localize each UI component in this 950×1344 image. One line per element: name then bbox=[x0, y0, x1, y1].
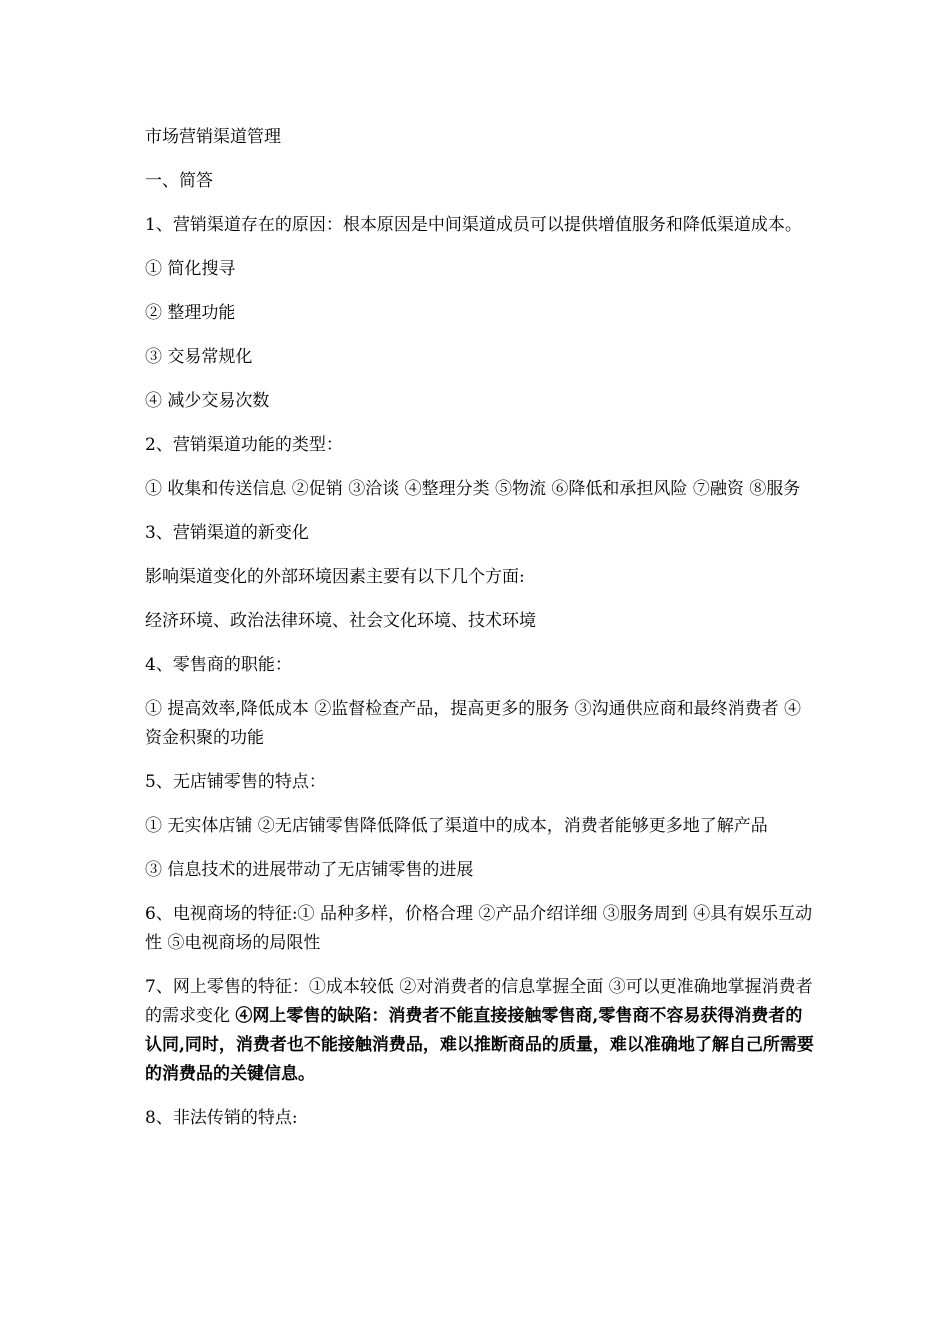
paragraph-7 bbox=[145, 973, 815, 1089]
paragraph-7-normal: 7、网上零售的特征：①成本较低 ②对消费者的信息掌握全面 ③可以更准确地掌握消费者的需求变化 bbox=[145, 977, 813, 1026]
paragraph-5-body-2: ③ 信息技术的进展带动了无店铺零售的进展 bbox=[145, 860, 474, 880]
paragraph-5-body-1: ① 无实体店铺 ②无店铺零售降低降低了渠道中的成本，消费者能够更多地了解产品 bbox=[145, 816, 768, 836]
list-item: ② 整理功能 bbox=[145, 303, 236, 323]
paragraph-4: 4、零售商的职能： bbox=[145, 655, 292, 675]
paragraph-3-body-1: 影响渠道变化的外部环境因素主要有以下几个方面: bbox=[145, 567, 525, 587]
paragraph-5: 5、无店铺零售的特点： bbox=[145, 772, 326, 792]
paragraph-4-body: ① 提高效率,降低成本 ②监督检查产品，提高更多的服务 ③沟通供应商和最终消费者 ④资金积聚的功能 bbox=[145, 699, 802, 748]
list-item: ③ 交易常规化 bbox=[145, 347, 253, 367]
paragraph-3-body-2: 经济环境、政治法律环境、社会文化环境、技术环境 bbox=[145, 611, 536, 631]
list-item: ④ 减少交易次数 bbox=[145, 391, 270, 411]
paragraph-7-bold: ④网上零售的缺陷：消费者不能直接接触零售商,零售商不容易获得消费者的认同,同时，消费者也不能接触消费品，难以推断商品的质量，难以准确地了解自己所需要的消费品的关键信息。 bbox=[145, 1006, 814, 1084]
paragraph-6: 6、电视商场的特征:① 品种多样，价格合理 ②产品介绍详细 ③服务周到 ④具有娱乐互动性 ⑤电视商场的局限性 bbox=[145, 904, 813, 953]
paragraph-8: 8、非法传销的特点: bbox=[145, 1108, 298, 1128]
section-heading: 一、简答 bbox=[145, 171, 213, 191]
paragraph-2: 2、营销渠道功能的类型： bbox=[145, 435, 343, 455]
document-title: 市场营销渠道管理 bbox=[145, 127, 281, 147]
list-item: ① 简化搜寻 bbox=[145, 259, 236, 279]
document-body bbox=[145, 123, 815, 1148]
paragraph-2-body: ① 收集和传送信息 ②促销 ③洽谈 ④整理分类 ⑤物流 ⑥降低和承担风险 ⑦融资 ⑧服务 bbox=[145, 479, 801, 499]
paragraph-3: 3、营销渠道的新变化 bbox=[145, 523, 309, 543]
paragraph-1: 1、营销渠道存在的原因：根本原因是中间渠道成员可以提供增值服务和降低渠道成本。 bbox=[145, 215, 802, 235]
